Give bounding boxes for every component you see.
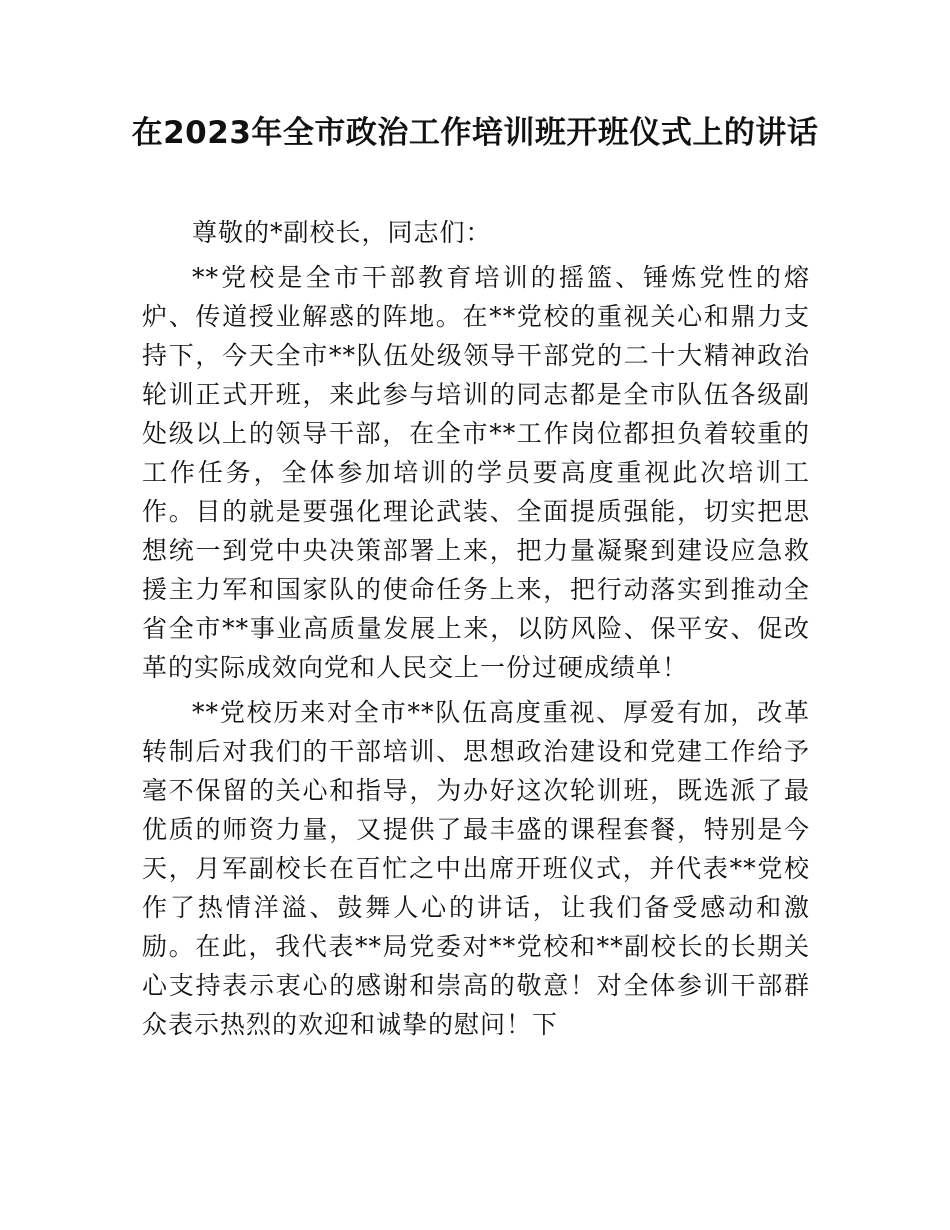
paragraph: **党校历来对全市**队伍高度重视、厚爱有加，改革转制后对我们的干部培训、思想政治建设和党建工作给予毫不保留的关心和指导，为办好这次轮训班，既选派了最优质的师资力量，又提供了最丰盛的课程套餐，特别是今天，月军副校长在百忙之中出席开班仪式，并代表**党校作了热情洋溢、鼓舞人心的讲话，让我们备受感动和激励。在此，我代表**局党委对**党校和**副校长的长期关心支持表示衷心的感谢和崇高的敬意！对全体参训干部群众表示热烈的欢迎和诚挚的慰问！下 bbox=[142, 698, 810, 1039]
salutation: 尊敬的*副校长，同志们： bbox=[192, 218, 492, 247]
document-title: 在2023年全市政治工作培训班开班仪式上的讲话 bbox=[131, 115, 819, 151]
paragraph: **党校是全市干部教育培训的摇篮、锤炼党性的熔炉、传道授业解惑的阵地。在**党校的重视关心和鼎力支持下，今天全市**队伍处级领导干部党的二十大精神政治轮训正式开班，来此参与培训的同志都是全市队伍各级副处级以上的领导干部，在全市**工作岗位都担负着较重的工作任务，全体参加培训的学员要高度重视此次培训工作。目的就是要强化理论武装、全面提质强能，切实把思想统一到党中央决策部署上来，把力量凝聚到建设应急救援主力军和国家队的使命任务上来，把行动落实到推动全省全市**事业高质量发展上来，以防风险、保平安、促改革的实际成效向党和人民交上一份过硬成绩单！ bbox=[142, 263, 810, 682]
document-body bbox=[142, 213, 810, 1050]
